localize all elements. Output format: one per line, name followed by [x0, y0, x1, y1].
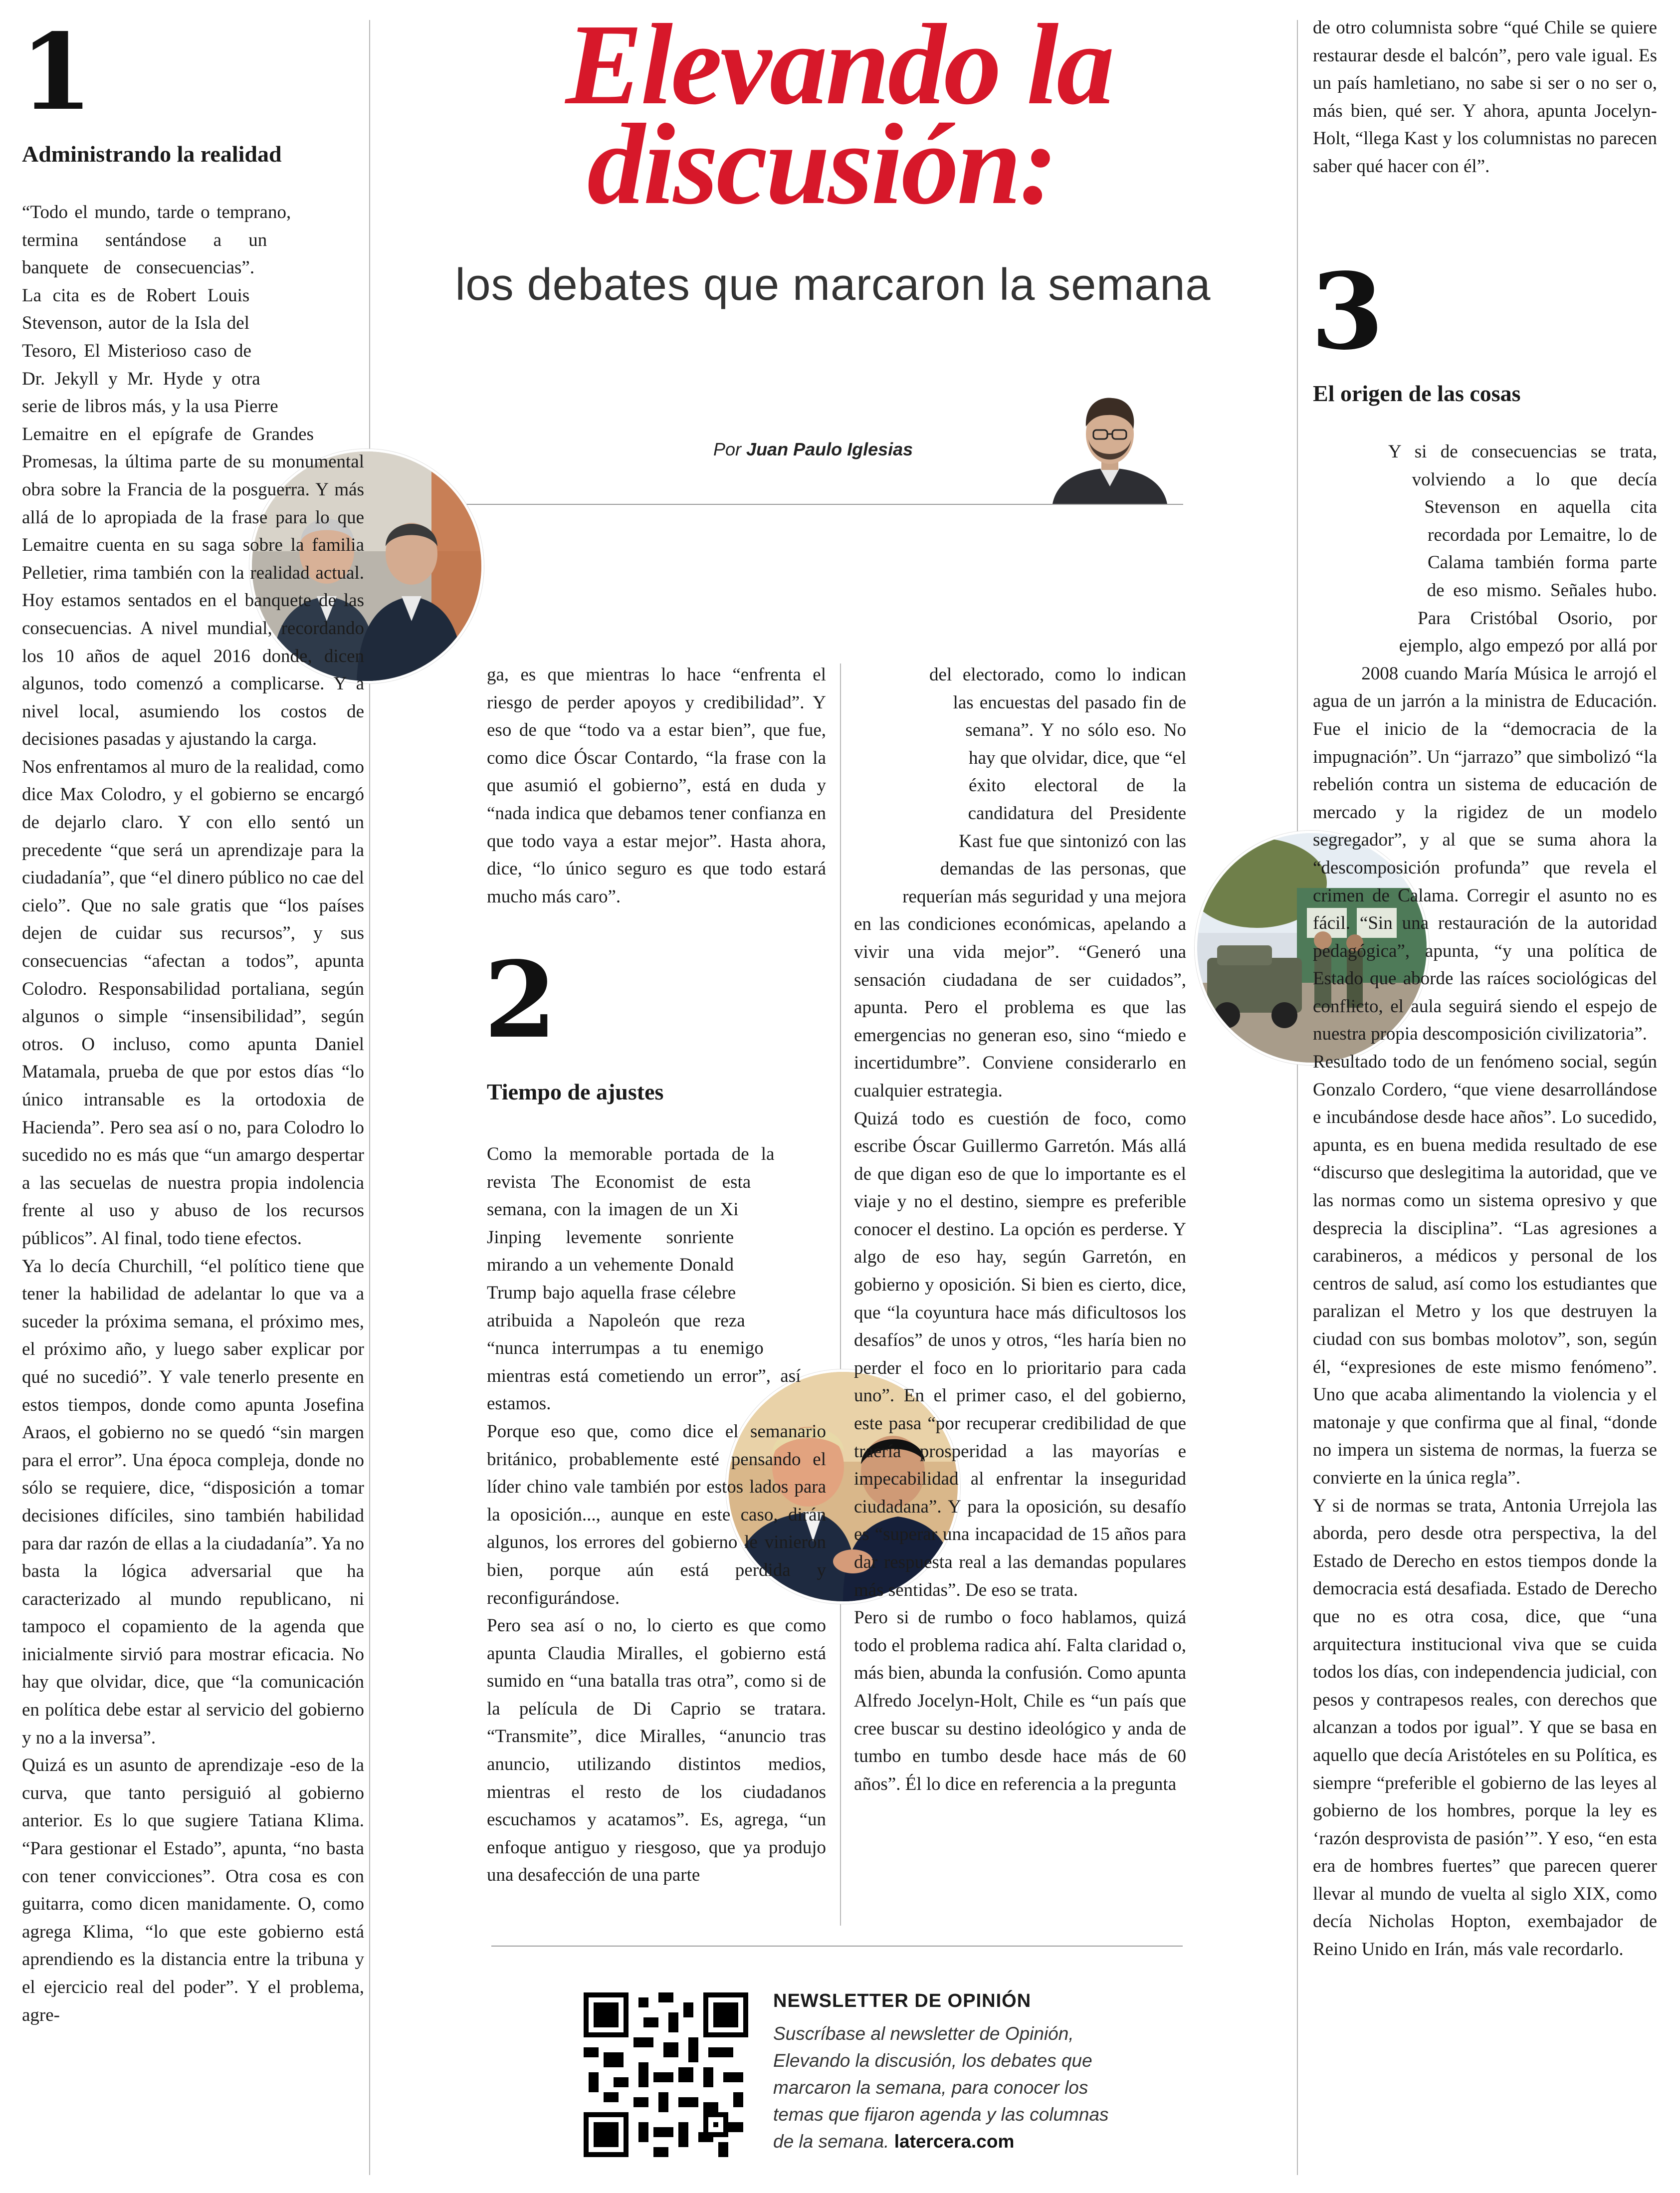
column-2-paragraph: ga, es que mientras lo hace “enfrenta el riesgo de perder apoyos y credibilidad”. Y eso de que “todo va a estar bien”, que fue, como dice Óscar Contardo, “la frase con la que asumió el gobierno”, está en duda y “nada indica que debamos tener confianza en que todo vaya a estar mejor”. Hasta ahora, dice, “lo único seguro es que todo estará mucho más caro”.: [487, 664, 826, 907]
section-2-body: [487, 1140, 826, 1889]
section-2-title: Tiempo de ajustes: [487, 1079, 664, 1104]
headline-line-2: discusión:: [587, 100, 1056, 228]
newsletter-title: NEWSLETTER DE OPINIÓN: [773, 1990, 1032, 2011]
section-3-number: 3: [1311, 250, 1384, 373]
header-rule: [420, 504, 1183, 505]
section-3-paragraph: Y si de normas se trata, Antonia Urrejola las aborda, pero desde otra perspectiva, la del Estado de Derecho en estos tiempos donde la democracia está desafiada. Estado de Derecho que no es otra cosa, dice, que “una arquitectura institucional viva que se cuida todos los días, con independencia judicial, con pesos y contrapesos reales, con derechos que alcanzan a todos por igual”. Y que se basa en aquello que decía Aristóteles en su Política, es siempre “preferible el gobierno de las leyes al gobierno de los hombres, porque la ley es ‘razón desprovista de pasión’”. Y eso, “en esta era de hombres fuertes” que parecen querer llevar al mundo de vuelta al siglo XIX, como decía Nicholas Hopton, exembajador de Reino Unido en Irán, más vale recordarlo.: [1313, 1495, 1657, 1960]
section-1-paragraph: Ya lo decía Churchill, “el político tiene que tener la habilidad de adelantar lo que va a suceder la próxima semana, el próximo mes, el próximo año, y luego saber explicar por qué no sucedió”. Y vale tenerlo presente en estos tiempos, donde como apunta Josefina Araos, el gobierno no se quedó “sin margen para el error”. Una época compleja, donde no sólo se requiere, dice, “disposición a tomar decisiones difíciles, sino también habilidad para dar razón de ellas a la ciudadanía”. Ya no basta la lógica adversarial que ha caracterizado al mundo republicano, ni tampoco el copamiento de la agenda que inicialmente sirvió para mostrar eficacia. No hay que olvidar, dice, que “la comunicación en política debe estar al servicio del gobierno y no a la inversa”.: [22, 1256, 364, 1748]
column-rule-3: [1297, 20, 1298, 2175]
section-2-paragraph: Como la memorable portada de la revista The Economist de esta semana, con la imagen de un Xi Jinping levemente sonriente mirando a un vehemente Donald Trump bajo aquella frase célebre atribuida a Napoleón que reza “nunca interrumpas a tu enemigo mientras está cometiendo un error”, así estamos.: [487, 1144, 801, 1414]
newsletter-qr-code[interactable]: [584, 1992, 748, 2157]
author-portrait: [1048, 379, 1172, 504]
section-1-title: Administrando la realidad: [22, 141, 282, 167]
column-3-paragraph: Pero si de rumbo o foco hablamos, quizá todo el problema radica ahí. Falta claridad o, más bien, abunda la confusión. Como apunta Alfredo Jocelyn-Holt, Chile es “un país que cree buscar su destino ideológico y anda de tumbo en tumbo desde hace más de 60 años”. Él lo dice en referencia a la pregunta: [854, 1607, 1186, 1794]
section-2-number: 2: [484, 938, 557, 1062]
section-3-title: El origen de las cosas: [1313, 381, 1521, 406]
section-1-paragraph: Nos enfrentamos al muro de la realidad, como dice Max Colodro, y el gobierno se encargó de dejarlo claro. Y con ello sentó un precedente “que será un aprendizaje para la ciudadanía”, que “el dinero público no cae del cielo”. Que no sale gratis que “los países dejen de cuidar sus recursos”, y sus consecuencias “afectan a todos”, apunta Colodro. Responsabilidad portaliana, según algunos o simple “insensibilidad”, según otros. O incluso, como apunta Daniel Matamala, prueba de que por estos días “lo único intransable es la ortodoxia de Hacienda”. Pero sea así o no, para Colodro lo sucedido no es más que “un amargo despertar a las secuelas de nuestra propia indolencia frente al uso y abuso de los recursos públicos”. Al final, todo tiene efectos.: [22, 756, 364, 1249]
newsletter-description: Suscríbase al newsletter de Opinión, Elevando la discusión, los debates que marcaron la semana, para conocer los temas que fijaron agenda y las columnas de la semana.: [773, 2023, 1109, 2152]
section-3-body: [1313, 438, 1657, 1964]
column-4-paragraph: de otro columnista sobre “qué Chile se quiere restaurar desde el balcón”, pero vale igual. Es un país hamletiano, no sabe si ser o no ser o, más bien, qué ser. Y ahora, apunta Jocelyn-Holt, “llega Kast y los columnistas no parecen saber qué hacer con él”.: [1313, 17, 1657, 177]
column-3-body: [854, 661, 1186, 1798]
newsletter-link[interactable]: latercera.com: [894, 2131, 1015, 2152]
section-2-paragraph: Pero sea así o no, lo cierto es que como apunta Claudia Miralles, el gobierno está sumido en “una batalla tras otra”, como si de la película de Di Caprio se tratara. “Transmite”, dice Miralles, “anuncio tras anuncio, utilizando distintos medios, mientras el resto de los ciudadanos escuchamos y acatamos”. Es, agrega, “un enfoque antiguo y riesgoso, que ya produjo una desafección de una parte: [487, 1615, 826, 1886]
section-2-paragraph: Porque eso que, como dice el semanario británico, probablemente esté pensando el líder chino vale también por estos lados para la oposición..., aunque en este caso, dirán algunos, los errores del gobierno le vinieron bien, porque aún está perdida y reconfigurándose.: [487, 1421, 826, 1608]
subtitle: los debates que marcaron la semana: [455, 260, 1211, 310]
section-1-paragraph: Quizá es un asunto de aprendizaje -eso de la curva, que tanto persiguió al gobierno anterior. Es lo que sugiere Tatiana Klima. “Para gestionar el Estado”, apunta, “no basta con tener convicciones”. Otra cosa es con guitarra, como dicen manidamente. O, como agrega Klima, “lo que este gobierno está aprendiendo es la distancia entre la tribuna y el ejercicio real del poder”. Y el problema, agre-: [22, 1755, 364, 2025]
byline: [713, 439, 913, 460]
headline: [420, 0, 1258, 228]
headline-line-1: Elevando la: [565, 0, 1113, 129]
column-3-paragraph: Quizá todo es cuestión de foco, como escribe Óscar Guillermo Garretón. Más allá de que digan eso de que lo importante es el viaje y no el destino, siempre es preferible conocer el destino. La opción es perderse. Y algo de eso hay, según Garretón, en gobierno y oposición. Si bien es cierto, dice, que “la coyuntura hace más dificultosos los desafíos” de unos y otros, “les haría bien no perder el foco en lo prioritario para cada uno”. En el primer caso, el del gobierno, este pasa “por recuperar credibilidad de que traería prosperidad a las mayorías e impecabilidad al enfrentar la inseguridad ciudadana”. Y para la oposición, su desafío es “superar una incapacidad de 15 años para dar respuesta real a las demandas populares más sentidas”. De eso se trata.: [854, 1108, 1186, 1600]
column-4-top-body: [1313, 14, 1657, 181]
column-rule-2: [840, 663, 841, 1926]
newsletter-text: [773, 2020, 1122, 2155]
section-3-paragraph: Resultado todo de un fenómeno social, según Gonzalo Cordero, “que viene desarrollándose e incubándose desde hace años”. Lo sucedido, apunta, es en buena medida resultado de ese “discurso que deslegitima la autoridad, que ve las normas como un sistema opresivo y que desprecia la disciplina”. “Las agresiones a carabineros, a médicos y personal de los centros de salud, así como los estudiantes que paralizan el Metro y los que destruyen la ciudad con sus bombas molotov”, son, según él, “expresiones de este mismo fenómeno”. Uno que acaba alimentando la violencia y el matonaje y que confirma que al final, “donde no impera un sistema de normas, la fuerza se convierte en la única regla”.: [1313, 1052, 1657, 1488]
section-3-paragraph: Y si de consecuencias se trata, volviendo a lo que decía Stevenson en aquella cita recordada por Lemaitre, lo de Calama también forma parte de eso mismo. Señales hubo. Para Cristóbal Osorio, por ejemplo, algo empezó por allá por 2008 cuando María Música le arrojó el agua de un jarrón a la ministra de Educación. Fue el inicio de la “democracia de la impugnación”. Un “jarrazo” que simbolizó “la rebelión contra un sistema de educación de mercado y la rigidez de un modelo segregador”, y al que se suma ahora la “descomposición profunda” que revela el crimen de Calama. Corregir el asunto no es fácil. “Sin una restauración de la autoridad pedagógica”, apunta, “y una política de Estado que aborde las raíces sociológicas del conflicto, el aula seguirá siendo el espejo de nuestra propia descomposición civilizatoria”.: [1313, 441, 1657, 1045]
section-1-body: [22, 199, 364, 2029]
byline-prefix: Por: [713, 439, 742, 459]
newsletter-rule: [491, 1946, 1183, 1947]
section-1-number: 1: [20, 10, 93, 134]
author-name: Juan Paulo Iglesias: [746, 439, 913, 459]
column-3-paragraph: del electorado, como lo indican las encuestas del pasado fin de semana”. Y no sólo eso. No hay que olvidar, dice, que “el éxito electoral de la candidatura del Presidente Kast fue que sintonizó con las demandas de las personas, que requerían más seguridad y una mejora en las condiciones económicas, apelando a vivir una vida mejor”. “Generó una sensación ciudadana de ser cuidados”, apunta. Pero el problema es que las emergencias no generan eso, sino “miedo e incertidumbre”. Conviene considerarlo en cualquier estrategia.: [854, 664, 1186, 1101]
column-rule-1: [369, 20, 370, 2175]
section-1-paragraph: “Todo el mundo, tarde o temprano, termina sentándose a un banquete de consecuencias”. La cita es de Robert Louis Stevenson, autor de la Isla del Tesoro, El Misterioso caso de Dr. Jekyll y Mr. Hyde y otra serie de libros más, y la usa Pierre Lemaitre en el epígrafe de Grandes Promesas, la última parte de su monumental obra sobre la Francia de la posguerra. Y más allá de lo apropiada de la frase para lo que Lemaitre cuenta en su saga sobre la familia Pelletier, rima también con la realidad actual. Hoy estamos sentados en el banquete de las consecuencias. A nivel mundial, recordando los 10 años de aquel 2016 donde, dicen algunos, todo comenzó a complicarse. Y a nivel local, asumiendo los costos de decisiones pasadas y ajustando la carga.: [22, 202, 364, 750]
column-2-top-body: [487, 661, 826, 910]
